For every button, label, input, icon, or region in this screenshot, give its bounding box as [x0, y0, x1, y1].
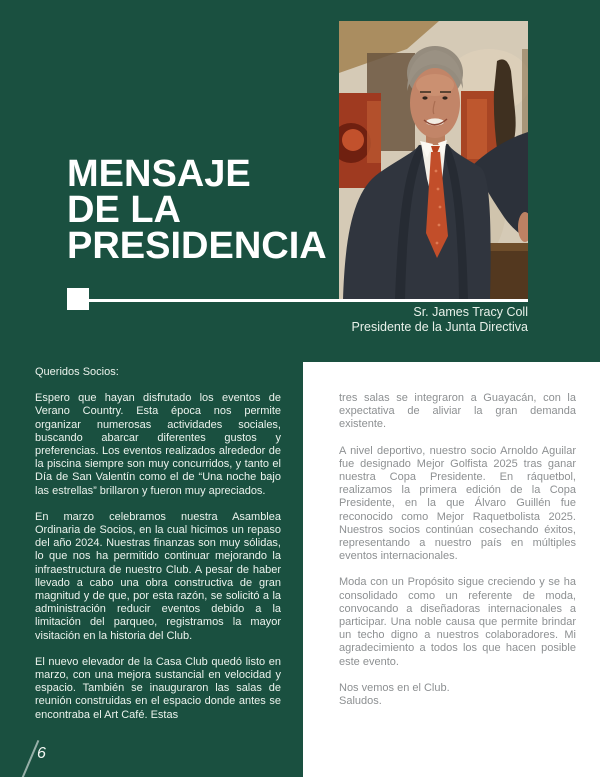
photo-caption-name: Sr. James Tracy Coll: [413, 305, 528, 319]
title-line-3: PRESIDENCIA: [67, 225, 327, 267]
closing-line-1: Nos vemos en el Club.: [339, 681, 450, 694]
title-line-2: DE LA: [67, 189, 181, 231]
title-accent-line: [89, 299, 528, 302]
photo-caption-role: Presidente de la Junta Directiva: [351, 320, 528, 334]
president-photo-illustration: [339, 21, 528, 300]
right-paragraph-3: Moda con un Propósito sigue creciendo y se ha consolidado como un referente de moda, convocando a diseñadoras internacionales a participar. Una noble causa que permite brindar un techo digno a nuestros colaboradores. Mi agradecimiento a todos los que hacen posible este evento.: [339, 576, 576, 668]
closing-lines: [339, 682, 576, 708]
title-line-1: MENSAJE: [67, 153, 251, 195]
closing-line-2: Saludos.: [339, 695, 382, 708]
right-text-column: [339, 392, 576, 721]
right-paragraph-2: A nivel deportivo, nuestro socio Arnoldo Aguilar fue designado Mejor Golfista 2025 tras ganar nuestra Copa Presidente. En ráquetbol, realizamos la primera edición de la Copa Presidente, en la que Álvaro Guillén fue reconocido como Mejor Raquetbolista 2025. Nuestros socios continúan cosechando éxitos, representando a nuestro país en múltiples eventos internacionales.: [339, 444, 576, 563]
left-paragraph-1: Espero que hayan disfrutado los eventos de Verano Country. Esta época nos permite organizar numerosas actividades sociales, buscando abarcar diferentes gustos y preferencias. Los eventos realizados alrededor de la piscina siempre son muy concurridos, y tanto el Día de San Valentín como el de “Una noche bajo las estrellas” brillaron y fueron muy apreciados.: [35, 392, 281, 497]
right-paragraph-1: tres salas se integraron a Guayacán, con la expectativa de aliviar la gran demanda existente.: [339, 392, 576, 431]
title-accent-square: [67, 288, 89, 310]
page-number: 6: [37, 745, 46, 762]
president-photo: [339, 21, 528, 300]
photo-caption: [352, 305, 528, 335]
page-title: [67, 153, 327, 267]
left-paragraph-3: El nuevo elevador de la Casa Club quedó listo en marzo, con una mejora sustancial en velocidad y espacio. También se inauguraron las salas de reunión construidas en el espacio donde antes se encontraba el Art Café. Estas: [35, 655, 281, 721]
left-text-column: [35, 366, 281, 735]
salutation: Queridos Socios:: [35, 366, 119, 378]
left-paragraph-2: En marzo celebramos nuestra Asamblea Ordinaria de Socios, en la cual hicimos un repaso del año 2024. Nuestras finanzas son muy sólidas, lo que nos ha permitido continuar mejorando la infraestructura de nuestro Club. A pesar de haber llevado a cabo una obra constructiva de gran magnitud y de que, por esta razón, se solicitó a la administración reducir eventos debido a la limitación del parqueo, registramos la mayor visitación en la historia del Club.: [35, 510, 281, 642]
